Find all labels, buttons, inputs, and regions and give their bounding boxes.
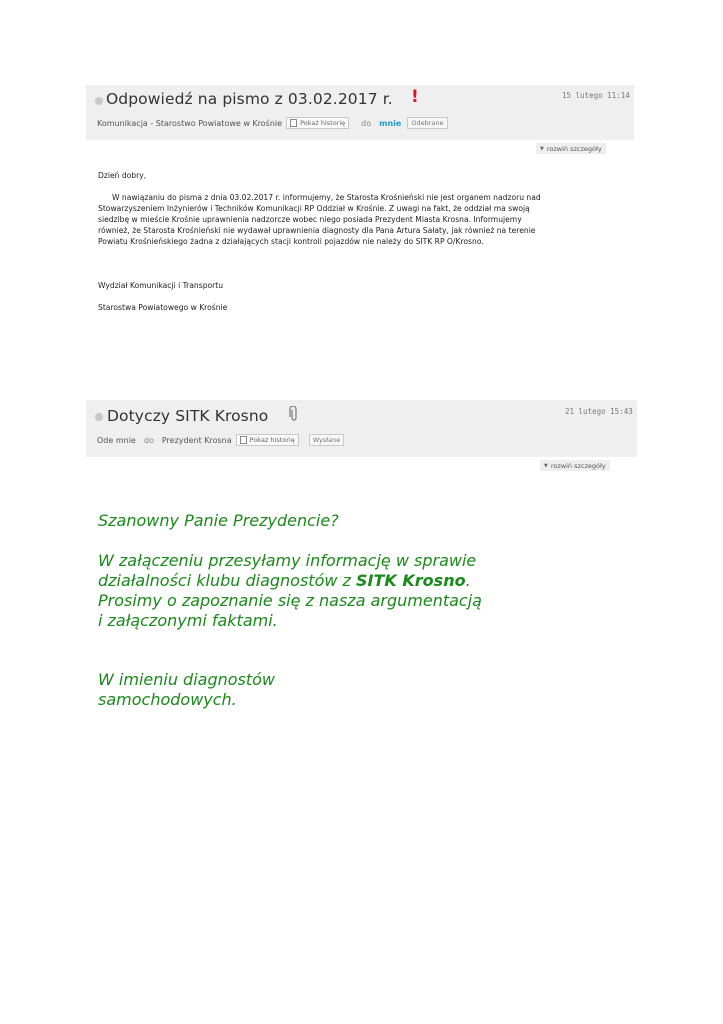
message-subject[interactable]: Odpowiedź na pismo z 03.02.2017 r. — [106, 90, 393, 108]
body-line: również, że Starosta Krośnieński nie wydawał uprawnienia diagnosty dla Pana Artura Sałaty, jak również na terenie — [98, 226, 536, 235]
show-history-label: Pokaż historię — [300, 119, 346, 127]
closing-line: W imieniu diagnostów — [98, 670, 276, 689]
body-text: działalności klubu diagnostów z — [98, 571, 357, 590]
status-badge: Wysłane — [309, 434, 345, 446]
to-label: do — [143, 435, 154, 445]
history-icon — [240, 436, 247, 444]
body-line: Prosimy o zapoznanie się z nasza argumentacją — [98, 591, 482, 610]
sender-name[interactable]: Komunikacja - Starostwo Powiatowe w Krośnie — [97, 118, 283, 128]
recipient-name[interactable]: Prezydent Krosna — [161, 435, 232, 445]
signature-line: Starostwa Powiatowego w Krośnie — [98, 303, 228, 312]
signature-line: Wydział Komunikacji i Transportu — [98, 281, 224, 290]
history-icon — [290, 119, 297, 127]
expand-details-label: rozwiń szczegóły — [546, 144, 602, 153]
greeting: Dzień dobry, — [98, 171, 147, 180]
message-subject[interactable]: Dotyczy SITK Krosno — [107, 407, 269, 425]
unread-dot-icon — [95, 413, 103, 421]
body-line: W załączeniu przesyłamy informację w sprawie — [98, 551, 477, 570]
body-line: Powiatu Krośnieńskiego żadna z działających stacji kontroli pojazdów nie należy do SITK RP O/Krosno. — [98, 237, 484, 246]
message-header[interactable] — [86, 400, 637, 457]
message-body — [98, 170, 618, 313]
message-meta — [97, 117, 448, 129]
show-history-button[interactable] — [236, 434, 299, 446]
message-header[interactable] — [86, 85, 634, 140]
body-line: siedzibę w mieście Krośnie uprawnienia nadzorcze wobec niego posiada Prezydent Miasta Krosna. Informujemy — [98, 215, 522, 224]
unread-dot-icon — [95, 97, 103, 105]
message-date: 21 lutego 15:43 — [565, 407, 633, 416]
show-history-button[interactable] — [286, 117, 349, 129]
body-line: i załączonymi faktami. — [98, 611, 278, 630]
to-label: do — [361, 118, 372, 128]
body-text: . — [465, 571, 471, 590]
body-line: W nawiązaniu do pisma z dnia 03.02.2017 r. informujemy, że Starosta Krośnieński nie jest organem nadzoru nad — [112, 193, 541, 202]
expand-details-button[interactable] — [540, 460, 610, 471]
recipient-name[interactable]: mnie — [379, 118, 402, 128]
exclamation-icon: ! — [411, 87, 419, 107]
expand-details-button[interactable] — [536, 143, 606, 154]
closing-line: samochodowych. — [98, 690, 237, 709]
paperclip-icon — [289, 406, 299, 422]
sender-name[interactable]: Ode mnie — [97, 435, 136, 445]
body-line — [98, 571, 471, 591]
organization-name: SITK Krosno — [356, 571, 466, 590]
salutation: Szanowny Panie Prezydencie? — [98, 511, 339, 530]
triangle-down-icon: ▼ — [540, 145, 544, 152]
triangle-down-icon: ▼ — [544, 462, 548, 469]
expand-details-label: rozwiń szczegóły — [550, 461, 606, 470]
message-date: 15 lutego 11:14 — [562, 91, 630, 100]
body-line: Stowarzyszeniem Inżynierów i Techników Komunikacji RP Oddział w Krośnie. Z uwagi na fakt, że oddział ma swoją — [98, 204, 530, 213]
show-history-label: Pokaż historię — [249, 436, 295, 444]
message-meta — [97, 434, 344, 446]
status-badge: Odebrane — [407, 117, 447, 129]
